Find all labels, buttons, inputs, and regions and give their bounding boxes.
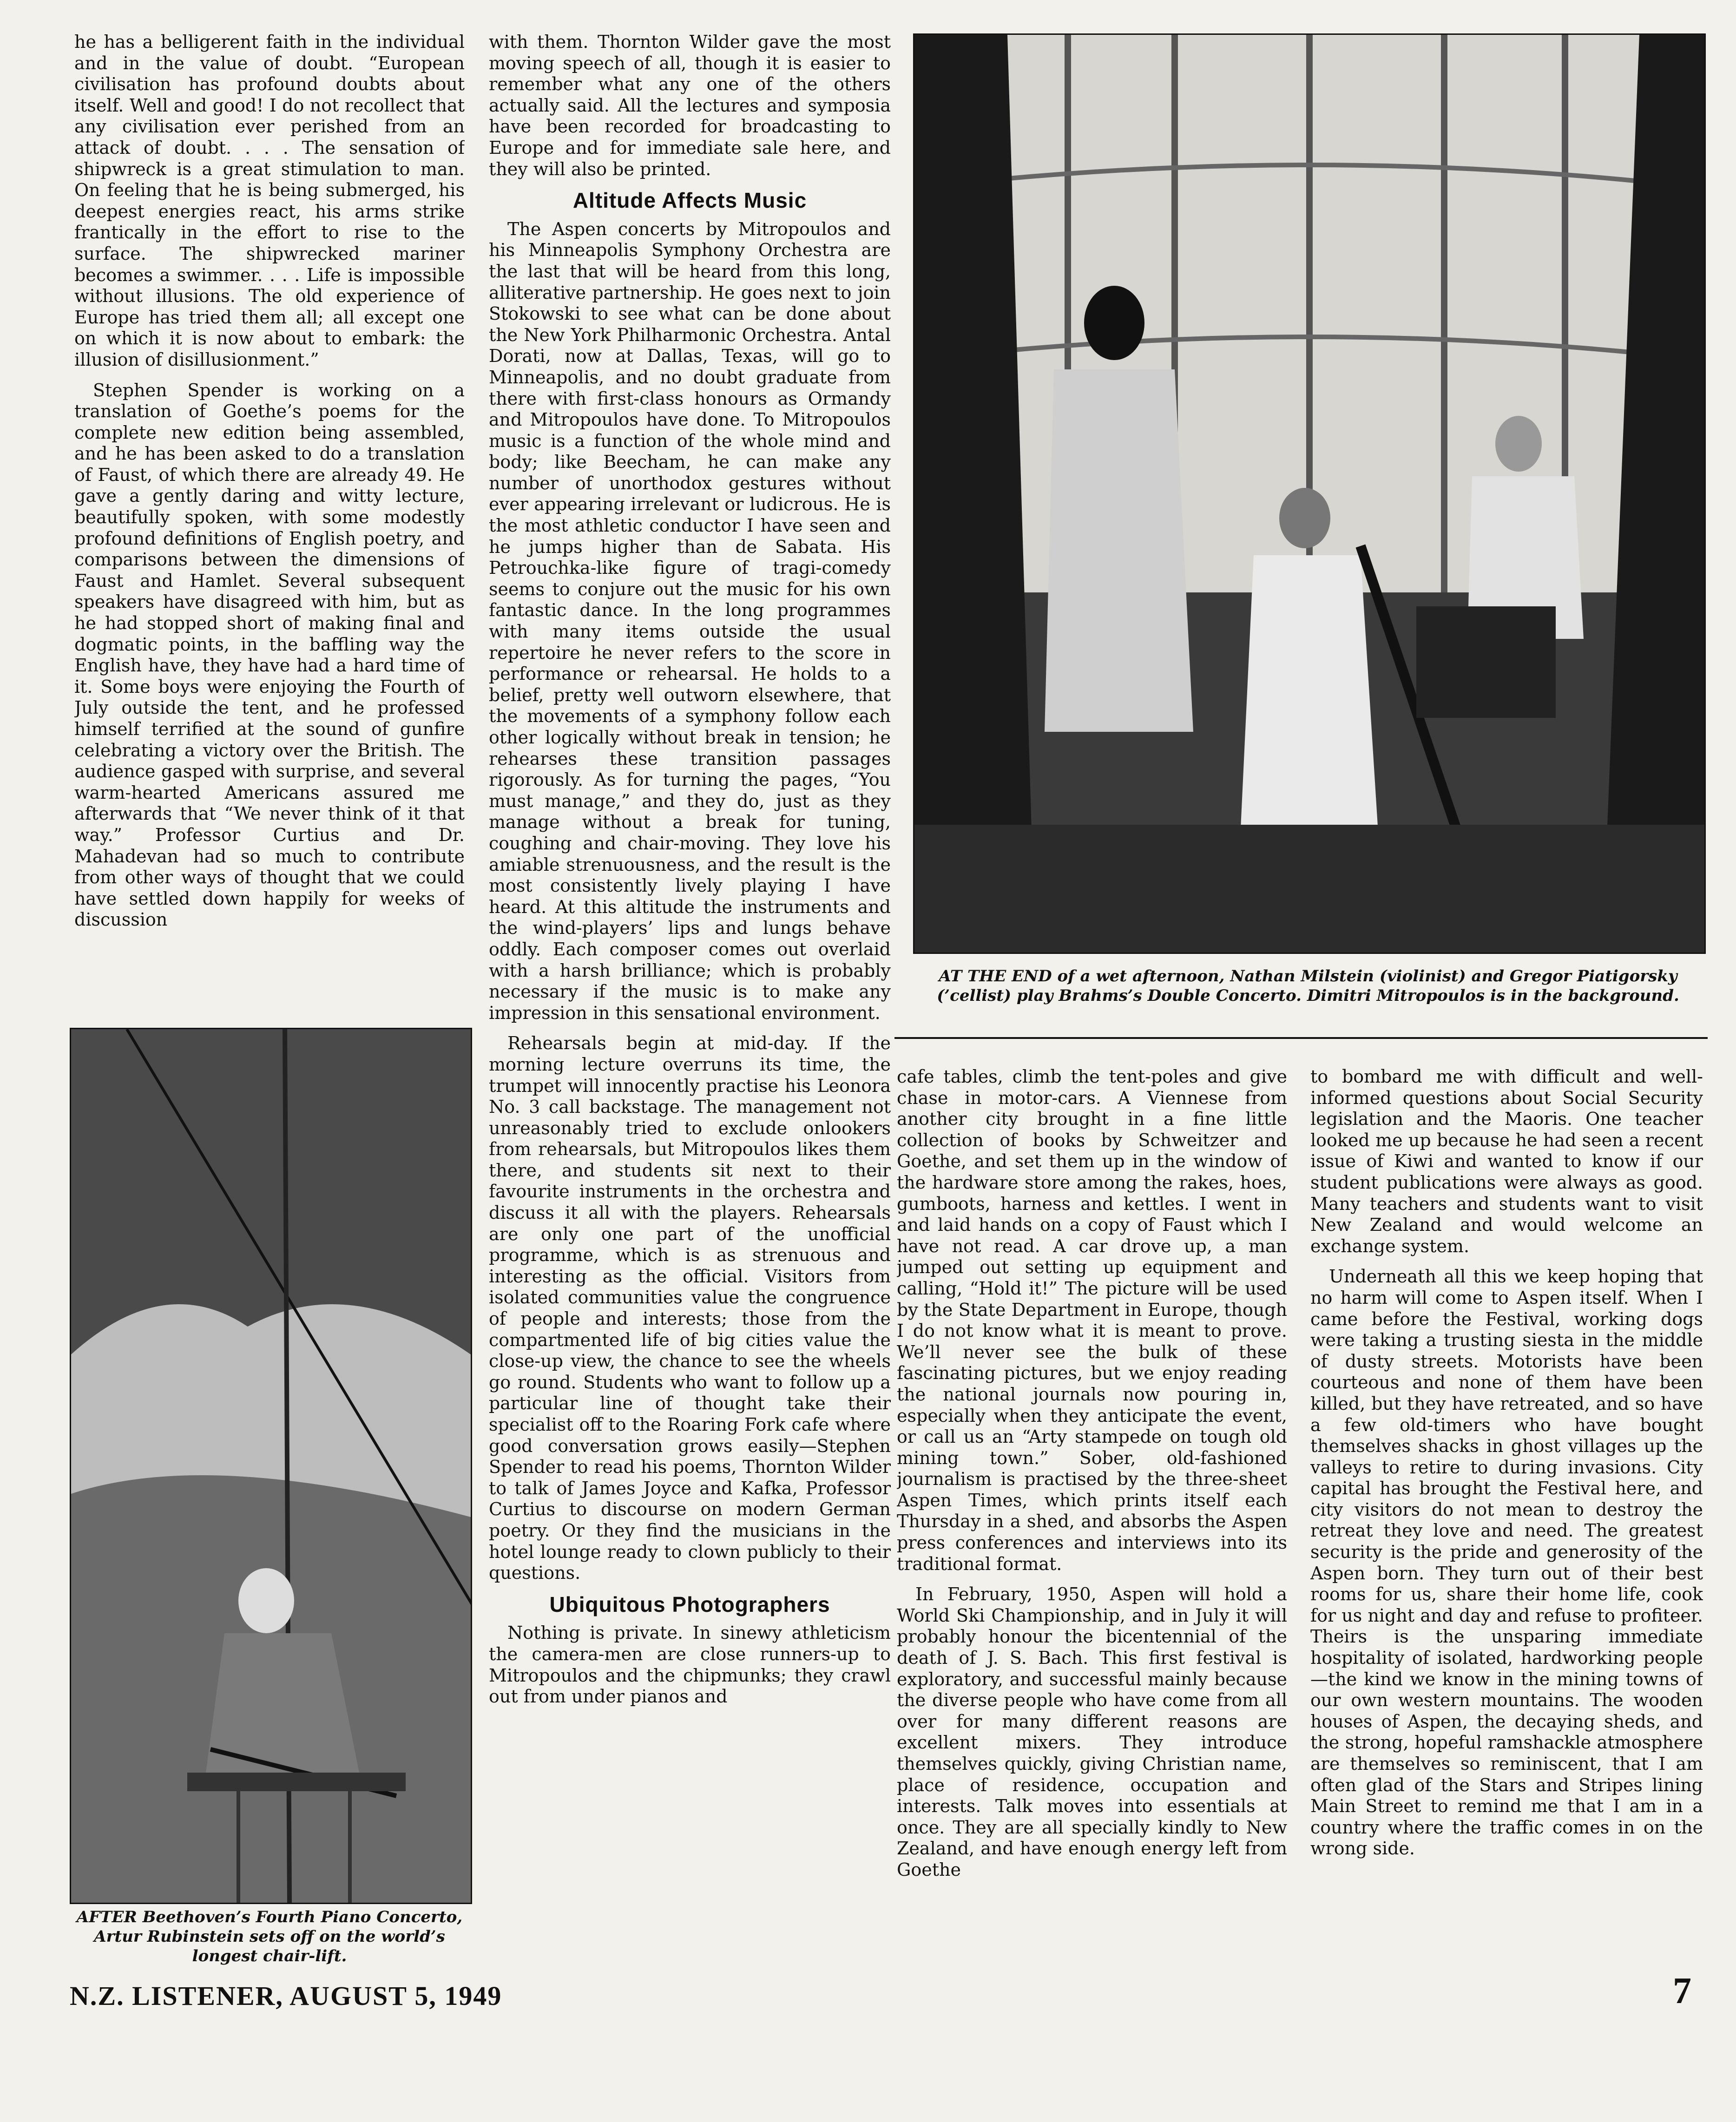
- page-number: 7: [1673, 1971, 1691, 2011]
- col2-paragraph-4: Nothing is private. In sinewy athleticism the camera-men are close runners-up to Mitropoulos and the chipmunks; they crawl out from under pianos and: [489, 1623, 891, 1707]
- chair-lift-photo-caption: AFTER Beethoven’s Fourth Piano Concerto, Artur Rubinstein sets off on the world’s longest chair-lift.: [76, 1908, 463, 1965]
- column-3: [897, 1066, 1287, 2019]
- col1-paragraph-2: Stephen Spender is working on a translation of Goethe’s poems for the complete new edition being assembled, and he has been asked to do a translation of Faust, of which there are already 49. He gave a gently daring and witty lecture, beautifully spoken, with some modestly profound definitions of English poetry, and comparisons between the dimensions of Faust and Hamlet. Several subsequent speakers have disagreed with him, but as he had stopped short of making final and dogmatic points, in the baffling way the English have, they have had a hard time of it. Some boys were enjoying the Fourth of July outside the tent, and he professed himself terrified at the sound of gunfire celebrating a victory over the British. The audience gasped with surprise, and several warm-hearted Americans assured me afterwards that “We never think of it that way.” Professor Curtius and Dr. Mahadevan had so much to contribute from other ways of thought that we could have settled down happily for weeks of discussion: [74, 380, 465, 930]
- col3-paragraph-2: In February, 1950, Aspen will hold a World Ski Championship, and in July it will probably honour the bicentennial of the death of J. S. Bach. This first festival is exploratory, and successful mainly because the diverse people who have come from all over for many different reasons are excellent mixers. They introduce themselves quickly, giving Christian name, place of residence, occupation and interests. Talk moves into essentials at once. They are all specially kindly to New Zealand, and have enough energy left from Goethe: [897, 1584, 1287, 1880]
- column-1: [74, 32, 465, 1021]
- subheading-ubiquitous-photographers: Ubiquitous Photographers: [549, 1592, 830, 1616]
- col2-paragraph-2: The Aspen concerts by Mitropoulos and his Minneapolis Symphony Orchestra are the last that will be heard from this long, alliterative partnership. He goes next to join Stokowski to see what can be done about the New York Philharmonic Orchestra. Antal Dorati, now at Dallas, Texas, will go to Minneapolis, and no doubt graduate from there with first-class honours as Ormandy and Mitropoulos have done. To Mitropoulos music is a function of the whole mind and body; like Beecham, he can make any number of unorthodox gestures without ever appearing irrelevant or ludicrous. He is the most athletic conductor I have seen and he jumps higher than de Sabata. His Petrouchka-like figure of tragi-comedy seems to conjure out the music for his own fantastic dance. In the long programmes with many items outside the usual repertoire he never refers to the score in performance or rehearsal. He holds to a belief, pretty well outworn elsewhere, that the movements of a symphony follow each other logically without break in tension; he rehearses these transition passages rigorously. As for turning the pages, “You must manage,” and they do, just as they manage without a break for tuning, coughing and chair-moving. They love his amiable strenuousness, and the result is the most consistently lively playing I have heard. At this altitude the instruments and the wind-players’ lips and lungs behave oddly. Each composer comes out overlaid with a harsh brilliance; which is probably necessary if the music is to make any impression in this sensational environment.: [489, 218, 891, 1023]
- chair-lift-photo: [70, 1028, 472, 1904]
- masthead-footer: N.Z. LISTENER, AUGUST 5, 1949: [70, 1981, 502, 2011]
- col4-paragraph-1: to bombard me with difficult and well-informed questions about Social Security legislation and the Maoris. One teacher looked me up because he had seen a recent issue of Kiwi and wanted to know if our student publications were always as good. Many teachers and students want to visit New Zealand and would welcome an exchange system.: [1310, 1066, 1703, 1256]
- concert-photo-caption: AT THE END of a wet afternoon, Nathan Milstein (violinist) and Gregor Piatigorsky (’cellist) play Brahms’s Double Concerto. Dimitri Mitropoulos is in the background.: [937, 967, 1679, 1005]
- col4-paragraph-2: Underneath all this we keep hoping that no harm will come to Aspen itself. When I came before the Festival, working dogs were taking a trusting siesta in the middle of dusty streets. Motorists have been courteous and none of them have been killed, but they have retreated, and so have a few old-timers who have bought themselves shacks in ghost villages up the valleys to retire to during invasions. City capital has brought the Festival here, and city visitors do not mean to destroy the retreat they love and need. The greatest security is the pride and generosity of the Aspen born. They turn out of their best rooms for us, share their home life, cook for us night and day and refuse to profiteer. Theirs is the unsparing immediate hospitality of isolated, hardworking people—the kind we know in the mining towns of our own western mountains. The wooden houses of Aspen, the decaying sheds, and the strong, hopeful ramshackle atmosphere are themselves so reminiscent, that I am often glad of the Stars and Stripes lining Main Street to remind me that I am in a country where the traffic comes in on the wrong side.: [1310, 1266, 1703, 1859]
- subheading-altitude-affects-music: Altitude Affects Music: [572, 188, 807, 213]
- col3-paragraph-1: cafe tables, climb the tent-poles and give chase in motor-cars. A Viennese from another city brought in a fine little collection of books by Schweitzer and Goethe, and set them up in the window of the hardware store among the rakes, hoes, gumboots, harness and kettles. I went in and laid hands on a copy of Faust which I have not read. A car drove up, a man jumped out setting up equipment and calling, “Hold it!” The picture will be used by the State Department in Europe, though I do not know what it is meant to prove. We’ll never see the bulk of these fascinating pictures, but we enjoy reading the national journals now pouring in, especially when they anticipate the event, or call us an “Arty stampede on tough old mining town.” Sober, old-fashioned journalism is practised by the three-sheet Aspen Times, which prints itself each Thursday in a shed, and absorbs the Aspen press conferences and interviews into its traditional format.: [897, 1066, 1287, 1574]
- caption-rule: [894, 1037, 1708, 1039]
- col2-paragraph-3: Rehearsals begin at mid-day. If the morning lecture overruns its time, the trumpet will innocently practise his Leonora No. 3 call backstage. The management not unreasonably tried to exclude onlookers from rehearsals, but Mitropoulos likes them there, and students sit next to their favourite instruments in the orchestra and discuss it all with the players. Rehearsals are only one part of the unofficial programme, which is as strenuous and interesting as the official. Visitors from isolated communities value the congruence of people and interests; those from the compartmented life of big cities value the close-up view, the chance to see the wheels go round. Students who want to follow up a particular line of thought take their specialist off to the Roaring Fork cafe where good conversation grows easily—Stephen Spender to read his poems, Thornton Wilder to talk of James Joyce and Kafka, Professor Curtius to discourse on modern German poetry. Or they find the musicians in the hotel lounge ready to clown publicly to their questions.: [489, 1033, 891, 1583]
- concert-photo-image: [914, 35, 1704, 953]
- col2-paragraph-1: with them. Thornton Wilder gave the most moving speech of all, though it is easier to remember what any one of the others actually said. All the lectures and symposia have been recorded for broadcasting to Europe and for immediate sale here, and they will also be printed.: [489, 32, 891, 179]
- concert-photo: [913, 33, 1706, 954]
- chair-lift-photo-image: [71, 1029, 471, 1903]
- column-2: [489, 32, 891, 2011]
- col1-paragraph-1: he has a belligerent faith in the individual and in the value of doubt. “European civilisation has profound doubts about itself. Well and good! I do not recollect that any civilisation ever perished from an attack of doubt. . . . The sensation of shipwreck is a great stimulation to man. On feeling that he is being submerged, his deepest energies react, his arms strike frantically in the effort to rise to the surface. The shipwrecked mariner becomes a swimmer. . . . Life is impossible without illusions. The old experience of Europe has tried them all; all except one on which it is now about to embark: the illusion of disillusionment.”: [74, 32, 465, 370]
- column-4: [1310, 1066, 1703, 2019]
